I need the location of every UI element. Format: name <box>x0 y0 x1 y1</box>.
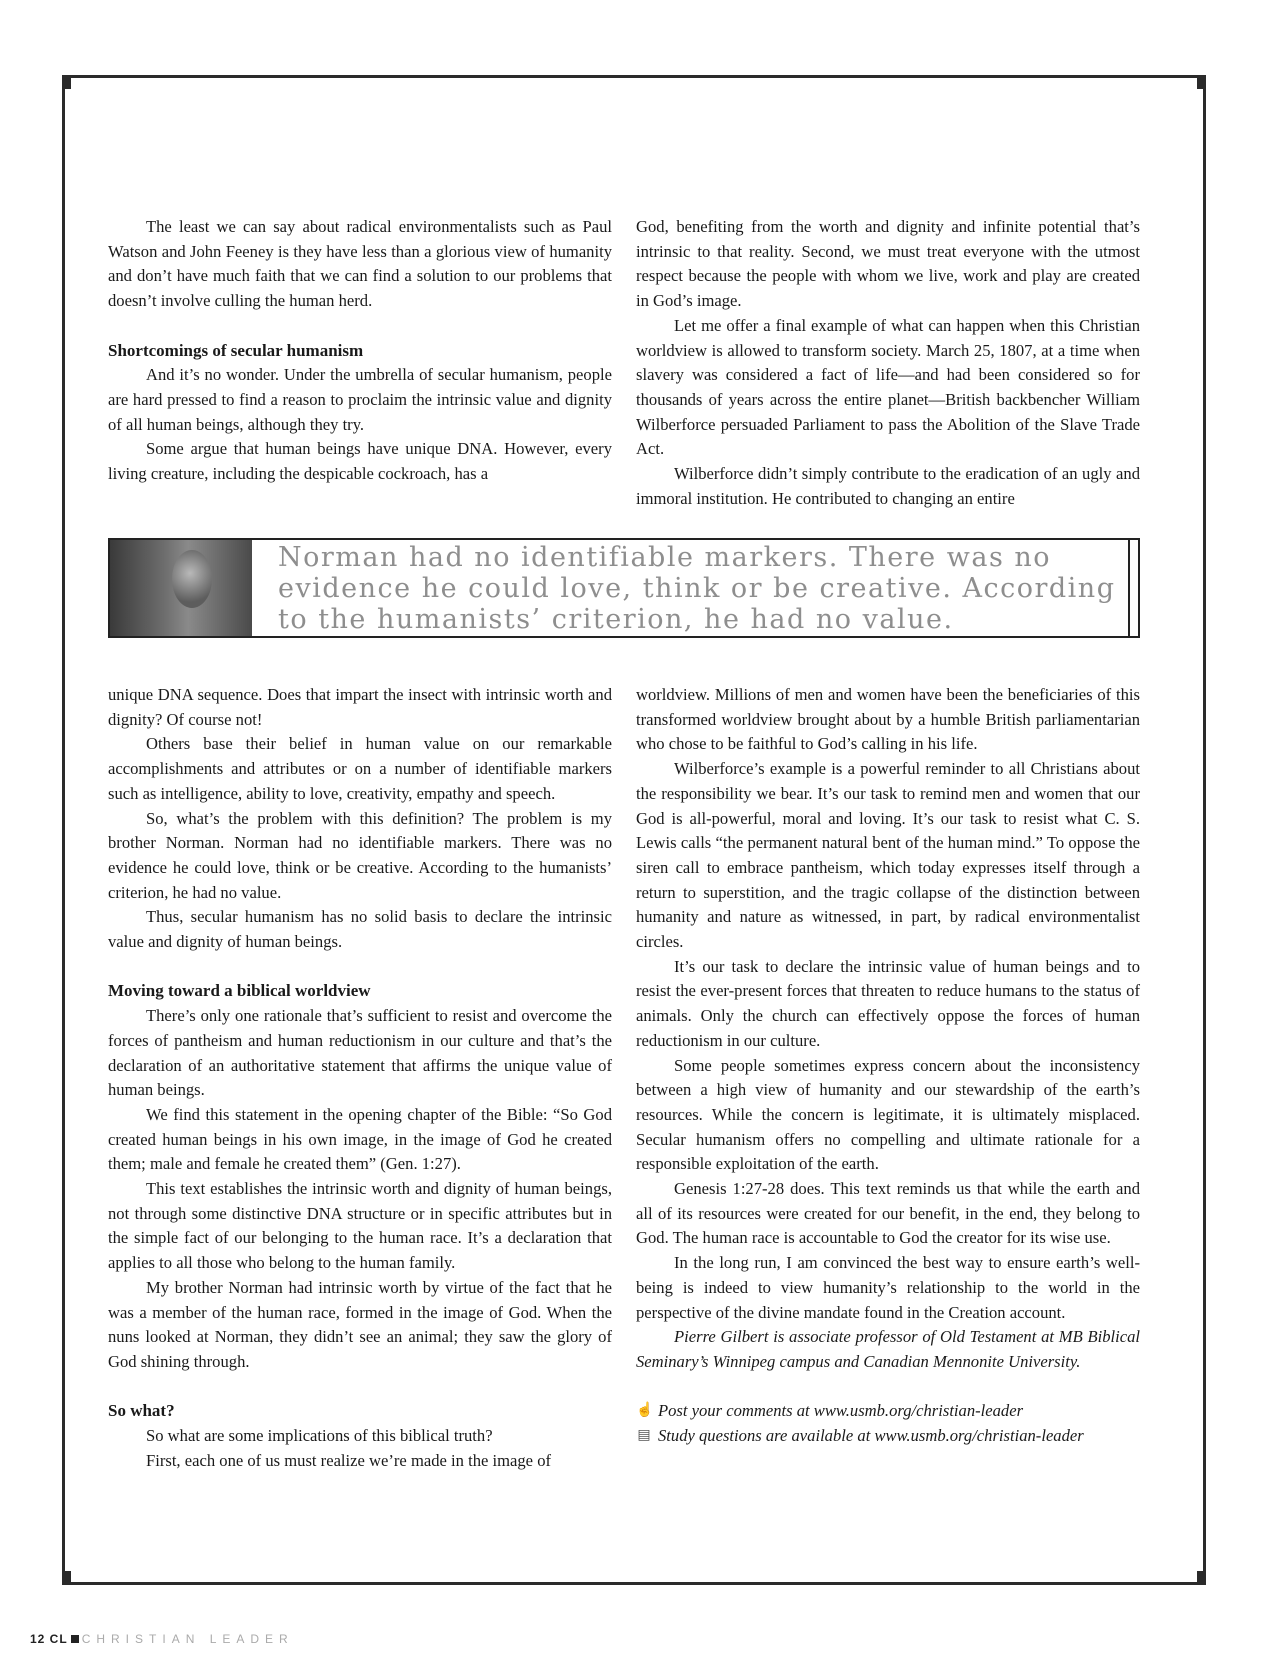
study-questions-note-text: Study questions are available at www.usmb.org/christian-leader <box>658 1426 1084 1446</box>
paragraph: In the long run, I am convinced the best way to ensure earth’s well-being is indeed to view humanity’s relationship to the world in the perspective of the divine mandate found in the Creation account. <box>636 1253 1140 1322</box>
paragraph: So, what’s the problem with this definition? The problem is my brother Norman. Norman had no identifiable markers. There was no evidence he could love, think or be creative. According to the humanists’ criterion, he had no value. <box>108 808 612 902</box>
section-heading: Shortcomings of secular humanism <box>108 340 364 360</box>
paragraph: Wilberforce didn’t simply contribute to the eradication of an ugly and immoral institution. He contributed to changing an entire <box>636 464 1140 508</box>
magazine-name: CHRISTIAN LEADER <box>81 1632 294 1646</box>
paragraph: Let me offer a final example of what can happen when this Christian worldview is allowed to transform society. March 25, 1807, at a time when slavery was considered a fact of life—and had been considered so for thousands of years across the entire planet—British backbencher William Wilberforce persuaded Parliament to pass the Abolition of the Slave Trade Act. <box>636 315 1140 459</box>
mouse-pointer-icon: ☝ <box>636 1403 654 1419</box>
comments-note-text: Post your comments at www.usmb.org/christian-leader <box>658 1401 1024 1421</box>
paragraph: The least we can say about radical environmentalists such as Paul Watson and John Feeney is they have less than a glorious view of humanity and don’t have much faith that we can find a solution to our problems that doesn’t involve culling the human herd. <box>108 217 612 311</box>
paragraph: My brother Norman had intrinsic worth by virtue of the fact that he was a member of the human race, formed in the image of God. When the nuns looked at Norman, they didn’t see an animal; they saw the glory of God shining through. <box>108 1277 612 1371</box>
paragraph: Genesis 1:27-28 does. This text reminds us that while the earth and all of its resources were created for our benefit, in the end, they belong to God. The human race is accountable to God the creator for its wise use. <box>636 1179 1140 1248</box>
paragraph: worldview. Millions of men and women have been the beneficiaries of this transformed worldview brought about by a humble British parliamentarian who chose to be faithful to God’s calling in his life. <box>636 685 1140 754</box>
pull-quote <box>108 538 1140 638</box>
face-shape <box>172 550 212 608</box>
paragraph: There’s only one rationale that’s sufficient to resist and overcome the forces of pantheism and human reductionism in our culture and that’s the declaration of an authoritative statement that affirms the unique value of human beings. <box>108 1006 612 1100</box>
study-questions-note <box>636 1424 1140 1449</box>
frame-corner-mark <box>62 1571 71 1585</box>
paragraph: God, benefiting from the worth and dignity and infinite potential that’s intrinsic to that reality. Second, we must treat everyone with the utmost respect because the people with whom we live, work and play are created in God’s image. <box>636 217 1140 311</box>
frame-corner-mark <box>1197 1571 1206 1585</box>
comments-note <box>636 1399 1140 1424</box>
paragraph: Wilberforce’s example is a powerful reminder to all Christians about the responsibility we bear. It’s our task to remind men and women that our God is all-powerful, moral and loving. It’s our task to resist what C. S. Lewis calls “the permanent natural bent of the human mind.” To oppose the siren call to embrace pantheism, which today expresses itself through a return to superstition, and the tragic collapse of the distinction between humanity and nature as witnessed, in part, by radical environmentalist circles. <box>636 759 1140 952</box>
portrait-photo <box>110 540 252 636</box>
paragraph: Some people sometimes express concern about the inconsistency between a high view of humanity and our stewardship of the earth’s resources. While the concern is legitimate, it is ultimately misplaced. Secular humanism offers no compelling and ultimate rationale for a responsible exploitation of the earth. <box>636 1055 1140 1174</box>
paragraph: First, each one of us must realize we’re made in the image of <box>146 1450 552 1470</box>
column-left-top <box>108 215 612 487</box>
paragraph: So what are some implications of this biblical truth? <box>146 1426 493 1446</box>
footer-square-mark <box>71 1635 79 1643</box>
column-left-bottom <box>108 683 612 1473</box>
column-right-bottom <box>636 683 1140 1449</box>
pull-quote-rule <box>1128 540 1130 636</box>
paragraph: Thus, secular humanism has no solid basis to declare the intrinsic value and dignity of human beings. <box>108 907 612 952</box>
paragraph: Some argue that human beings have unique DNA. However, every living creature, including the despicable cockroach, has a <box>108 439 612 484</box>
frame-corner-mark <box>1197 75 1206 89</box>
column-right-top <box>636 215 1140 511</box>
page-footer <box>30 1632 294 1646</box>
author-bio: Pierre Gilbert is associate professor of Old Testament at MB Biblical Seminary’s Winnipeg campus and Canadian Mennonite University. <box>636 1327 1140 1371</box>
paragraph: This text establishes the intrinsic worth and dignity of human beings, not through some distinctive DNA structure or in specific attributes but in the simple fact of our belonging to the human race. It’s a declaration that applies to all those who belong to the human family. <box>108 1179 612 1273</box>
section-heading: Moving toward a biblical worldview <box>108 981 371 1001</box>
paragraph: We find this statement in the opening chapter of the Bible: “So God created human beings in his own image, in the image of God he created them; male and female he created them” (Gen. 1:27). <box>108 1104 612 1174</box>
paragraph: It’s our task to declare the intrinsic value of human beings and to resist the ever-present forces that threaten to reduce humans to the status of animals. Only the church can effectively oppose the forces of human reductionism in our culture. <box>636 956 1140 1050</box>
paragraph: unique DNA sequence. Does that impart the insect with intrinsic worth and dignity? Of course not! <box>108 685 612 729</box>
paragraph: And it’s no wonder. Under the umbrella of secular humanism, people are hard pressed to find a reason to proclaim the intrinsic value and dignity of all human beings, although they try. <box>108 365 612 434</box>
pull-quote-text: Norman had no identifiable markers. There was no evidence he could love, think or be creative. According to the humanists’ criterion, he had no value. <box>278 542 1116 635</box>
paragraph: Others base their belief in human value on our remarkable accomplishments and attributes or on a number of identifiable markers such as intelligence, ability to love, creativity, empathy and speech. <box>108 734 612 803</box>
section-heading: So what? <box>108 1401 175 1421</box>
frame-corner-mark <box>62 75 71 89</box>
document-icon: ▤ <box>637 1428 651 1444</box>
page-number: 12 CL <box>30 1632 68 1646</box>
